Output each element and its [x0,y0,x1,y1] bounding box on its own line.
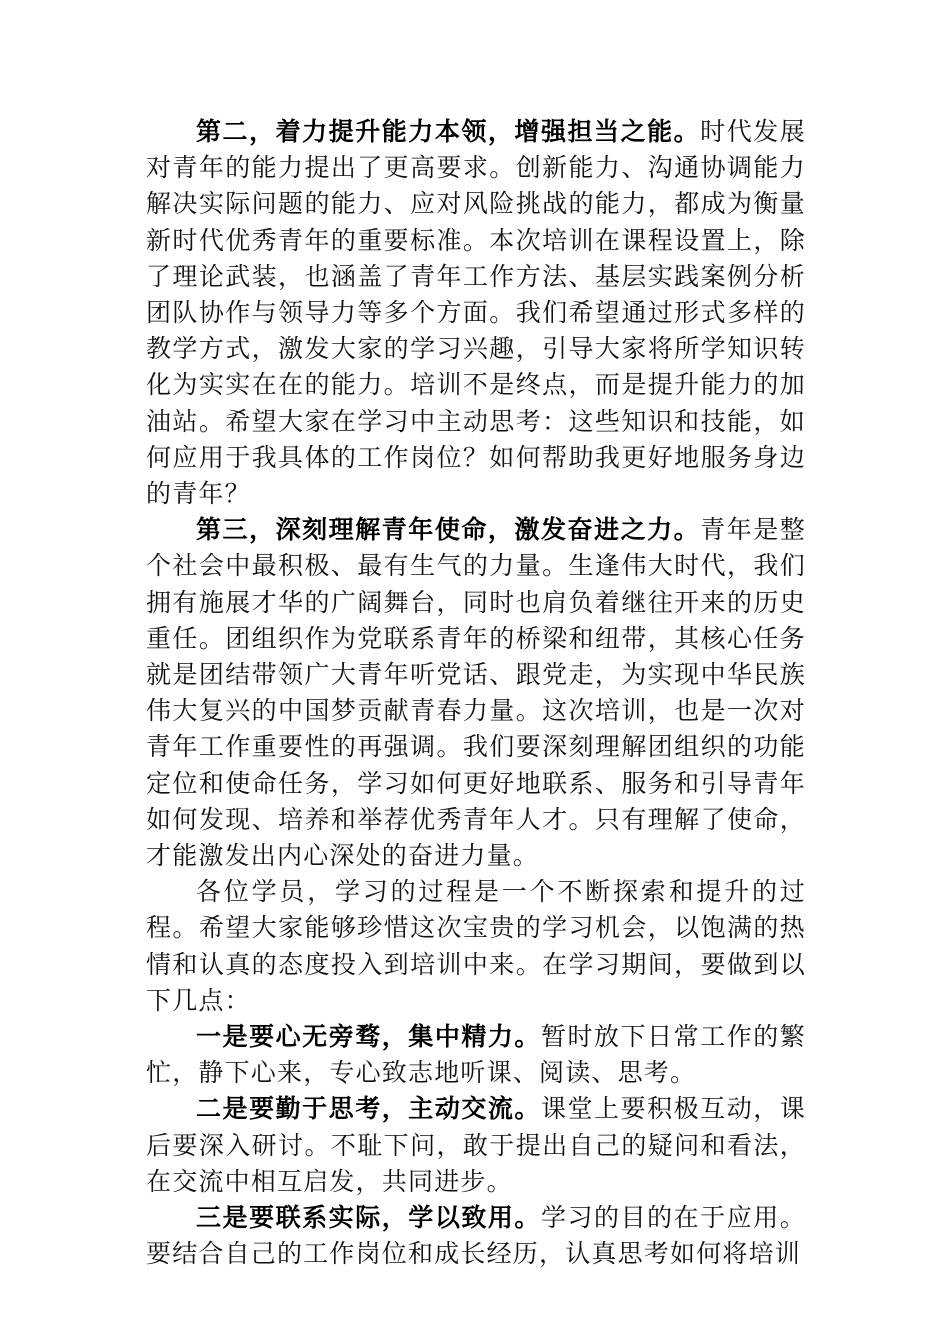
paragraph-body: 青年是整个社会中最积极、最有生气的力量。生逢伟大时代，我们拥有施展才华的广阔舞台，同时也肩负着继往开来的历史重任。团组织作为党联系青年的桥梁和纽带，其核心任务就是团结带领广大青年听党话、跟党走，为实现中华民族伟大复兴的中国梦贡献青春力量。这次培训，也是一次对青年工作重要性的再强调。我们要深刻理解团组织的功能定位和使命任务，学习如何更好地联系、服务和引导青年如何发现、培养和举荐优秀青年人才。只有理解了使命，才能激发出内心深处的奋进力量。 [146,515,806,871]
paragraph-lead: 二是要勤于思考，主动交流。 [196,1094,541,1124]
paragraph-body: 暂时放下日常工作的繁忙，静下心来，专心致志地听课、阅读、思考。 [146,1022,806,1088]
paragraph-lead: 一是要心无旁骛，集中精力。 [196,1022,541,1052]
paragraph-body: 课堂上要积极互动，课后要深入研讨。不耻下问，敢于提出自己的疑问和看法，在交流中相互启发，共同进步。 [146,1094,806,1196]
paragraph-requirement-one [146,1019,806,1091]
paragraph-address-students [146,874,806,1019]
paragraph-lead: 三是要联系实际，学以致用。 [196,1203,541,1233]
paragraph-requirement-three [146,1200,806,1272]
paragraph-second-point [146,114,806,512]
paragraph-third-point [146,512,806,874]
paragraph-lead: 第三，深刻理解青年使命，激发奋进之力。 [196,515,701,545]
paragraph-lead: 第二，着力提升能力本领，增强担当之能。 [196,117,701,146]
paragraph-body: 时代发展对青年的能力提出了更高要求。创新能力、沟通协调能力解决实际问题的能力、应对风险挑战的能力，都成为衡量新时代优秀青年的重要标准。本次培训在课程设置上，除了理论武装，也涵盖了青年工作方法、基层实践案例分析团队协作与领导力等多个方面。我们希望通过形式多样的教学方式，激发大家的学习兴趣，引导大家将所学知识转化为实实在在的能力。培训不是终点，而是提升能力的加油站。希望大家在学习中主动思考：这些知识和技能，如何应用于我具体的工作岗位？如何帮助我更好地服务身边的青年？ [146,117,806,509]
paragraph-body: 学习的目的在于应用。要结合自己的工作岗位和成长经历，认真思考如何将培训 [146,1203,806,1269]
document-page [146,114,806,1273]
paragraph-body: 各位学员，学习的过程是一个不断探索和提升的过程。希望大家能够珍惜这次宝贵的学习机会，以饱满的热情和认真的态度投入到培训中来。在学习期间，要做到以下几点： [146,877,806,1015]
paragraph-requirement-two [146,1091,806,1200]
